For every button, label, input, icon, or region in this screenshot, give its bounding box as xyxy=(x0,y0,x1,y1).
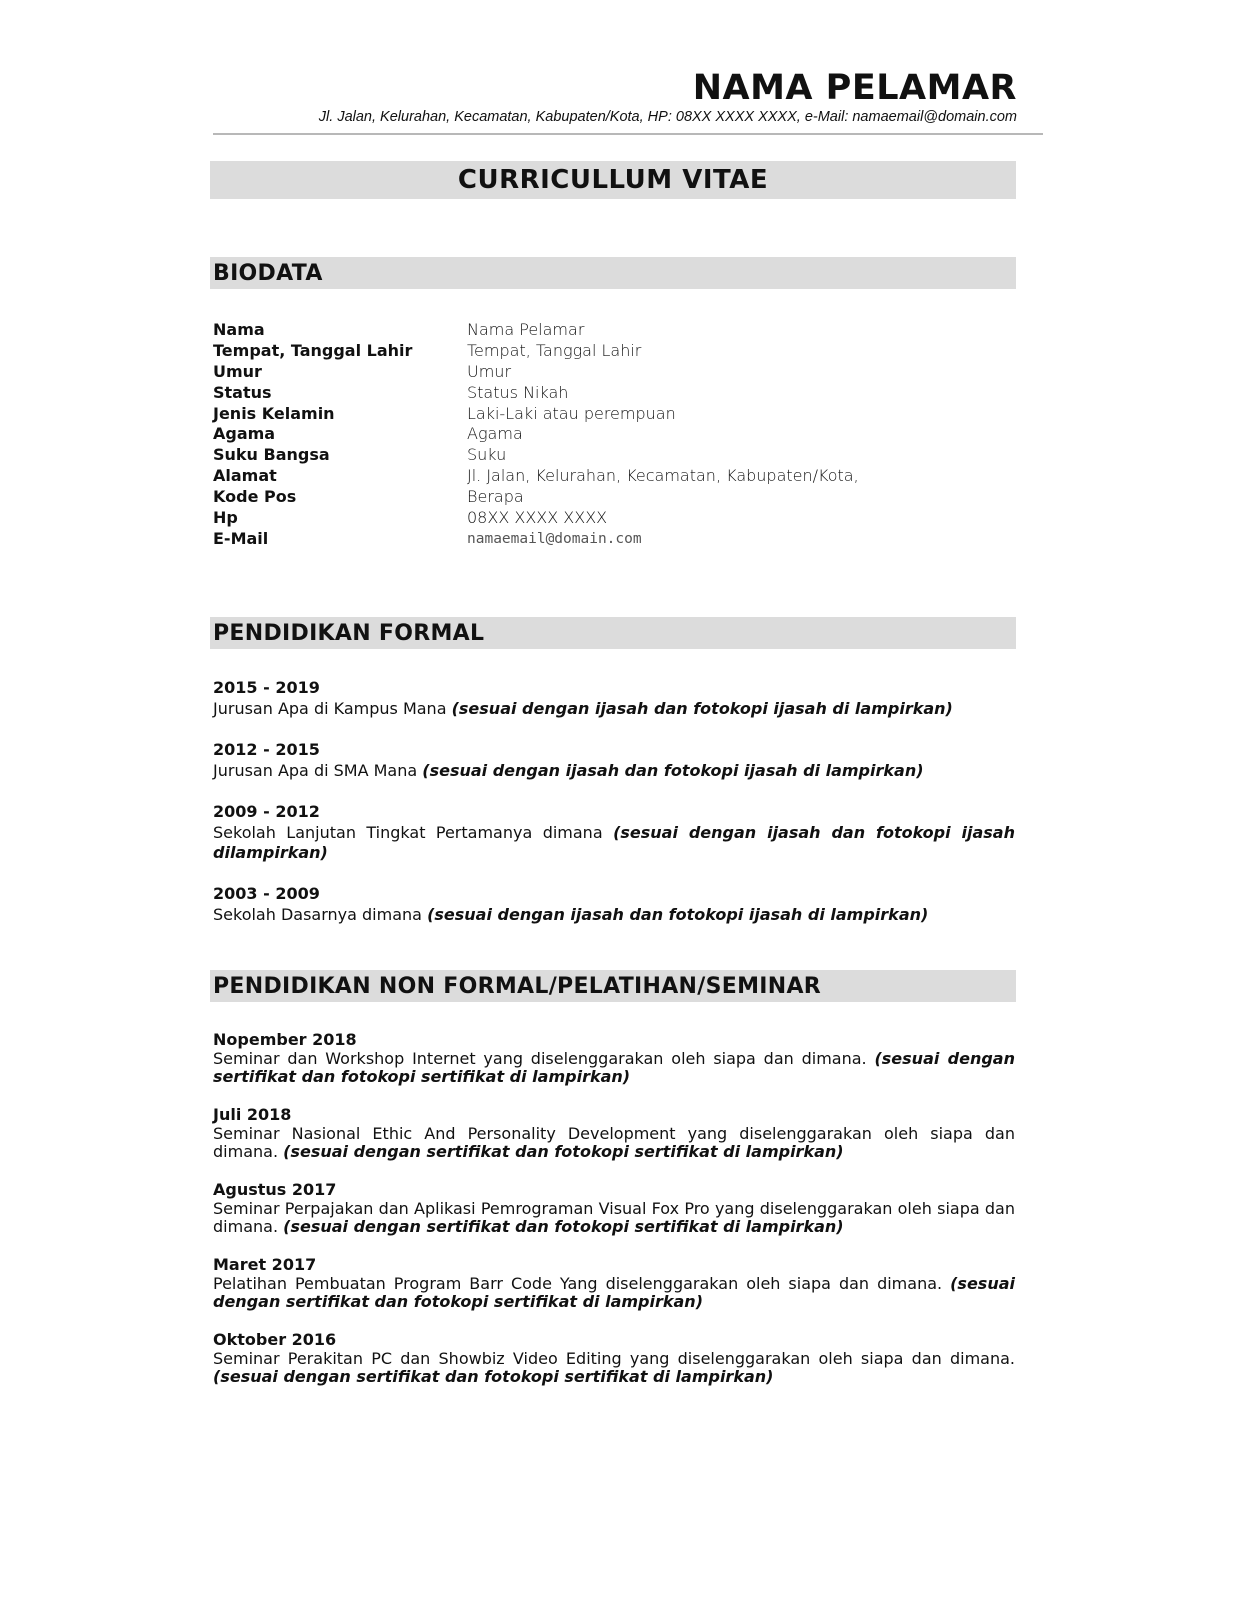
section-heading-biodata: BIODATA xyxy=(210,257,1016,289)
training-text: Pelatihan Pembuatan Program Barr Code Yang diselenggarakan oleh siapa dan dimana. xyxy=(213,1273,943,1293)
education-entry xyxy=(213,678,1015,719)
education-note: (sesuai dengan ijasah dan fotokopi ijasah dilampirkan) xyxy=(213,822,1015,862)
training-description xyxy=(213,1200,1015,1237)
training-entry xyxy=(213,1031,1015,1087)
education-text: Jurusan Apa di Kampus Mana xyxy=(213,698,447,718)
education-description xyxy=(213,905,1015,926)
training-description xyxy=(213,1350,1015,1387)
section-heading-formal-education: PENDIDIKAN FORMAL xyxy=(210,617,1016,649)
training-entry xyxy=(213,1331,1015,1387)
header-divider xyxy=(213,133,1043,135)
education-description xyxy=(213,823,1015,864)
education-entry xyxy=(213,884,1015,925)
training-date: Nopember 2018 xyxy=(213,1030,357,1049)
biodata-label: E-Mail xyxy=(213,528,269,548)
email-value: namaemail@domain.com xyxy=(467,530,642,547)
biodata-label: Hp xyxy=(213,508,238,528)
biodata-label: Tempat, Tanggal Lahir xyxy=(213,340,413,360)
biodata-value: Berapa xyxy=(467,487,524,507)
training-entry xyxy=(213,1106,1015,1162)
education-entry xyxy=(213,740,1015,781)
training-description xyxy=(213,1050,1015,1087)
training-text: Seminar Perakitan PC dan Showbiz Video Editing yang diselenggarakan oleh siapa dan dimana. xyxy=(213,1348,1015,1368)
training-text: Seminar Perpajakan dan Aplikasi Pemrograman Visual Fox Pro yang diselenggarakan oleh siapa dan dimana. xyxy=(213,1198,1015,1236)
training-entry xyxy=(213,1256,1015,1312)
training-note: (sesuai dengan sertifikat dan fotokopi sertifikat di lampirkan) xyxy=(213,1367,774,1386)
biodata-row xyxy=(213,320,1013,341)
education-note: (sesuai dengan ijasah dan fotokopi ijasah di lampirkan) xyxy=(427,904,929,924)
biodata-row xyxy=(213,445,1013,466)
biodata-value: Laki-Laki atau perempuan xyxy=(467,403,676,423)
biodata-value: Nama Pelamar xyxy=(467,320,585,339)
applicant-name: NAMA PELAMAR xyxy=(692,68,1017,108)
education-years: 2009 - 2012 xyxy=(213,802,320,821)
biodata-value: Agama xyxy=(467,424,523,444)
biodata-label: Alamat xyxy=(213,466,277,486)
biodata-value: Jl. Jalan, Kelurahan, Kecamatan, Kabupaten/Kota, xyxy=(467,466,859,486)
education-text: Jurusan Apa di SMA Mana xyxy=(213,760,418,780)
training-note: (sesuai dengan sertifikat dan fotokopi sertifikat di lampirkan) xyxy=(213,1048,1015,1086)
biodata-row xyxy=(213,466,1013,487)
training-text: Seminar dan Workshop Internet yang diselenggarakan oleh siapa dan dimana. xyxy=(213,1048,867,1068)
training-date: Juli 2018 xyxy=(213,1105,292,1124)
education-description xyxy=(213,699,1015,720)
biodata-label: Suku Bangsa xyxy=(213,445,330,465)
cv-header xyxy=(213,66,1043,135)
education-years: 2003 - 2009 xyxy=(213,884,320,903)
education-note: (sesuai dengan ijasah dan fotokopi ijasah di lampirkan) xyxy=(451,698,953,718)
biodata-row xyxy=(213,529,1013,550)
training-note: (sesuai dengan sertifikat dan fotokopi sertifikat di lampirkan) xyxy=(213,1273,1015,1311)
cv-title: CURRICULLUM VITAE xyxy=(210,161,1016,199)
training-description xyxy=(213,1275,1015,1312)
biodata-row xyxy=(213,383,1013,404)
training-date: Oktober 2016 xyxy=(213,1330,337,1349)
training-description xyxy=(213,1125,1015,1162)
biodata-row xyxy=(213,362,1013,383)
biodata-row xyxy=(213,508,1013,529)
biodata-label: Status xyxy=(213,382,272,402)
education-description xyxy=(213,761,1015,782)
biodata-row xyxy=(213,341,1013,362)
biodata-row xyxy=(213,404,1013,425)
education-text: Sekolah Lanjutan Tingkat Pertamanya dimana xyxy=(213,822,603,842)
training-date: Maret 2017 xyxy=(213,1255,317,1274)
training-note: (sesuai dengan sertifikat dan fotokopi sertifikat di lampirkan) xyxy=(283,1142,844,1161)
biodata-label: Nama xyxy=(213,320,265,339)
training-note: (sesuai dengan sertifikat dan fotokopi sertifikat di lampirkan) xyxy=(283,1217,844,1236)
education-years: 2015 - 2019 xyxy=(213,678,320,697)
training-date: Agustus 2017 xyxy=(213,1180,337,1199)
contact-line: Jl. Jalan, Kelurahan, Kecamatan, Kabupaten/Kota, HP: 08XX XXXX XXXX, e-Mail: namaemail@domain.com xyxy=(318,109,1017,125)
biodata-value: Umur xyxy=(467,361,512,381)
biodata-row xyxy=(213,487,1013,508)
biodata-label: Agama xyxy=(213,424,276,444)
training-entry xyxy=(213,1181,1015,1237)
biodata-value: 08XX XXXX XXXX xyxy=(467,508,608,528)
education-entry xyxy=(213,802,1015,864)
biodata-label: Umur xyxy=(213,361,262,381)
section-heading-nonformal-education: PENDIDIKAN NON FORMAL/PELATIHAN/SEMINAR xyxy=(210,970,1016,1002)
biodata-value: Status Nikah xyxy=(467,382,569,402)
biodata-value: Tempat, Tanggal Lahir xyxy=(467,340,642,360)
education-text: Sekolah Dasarnya dimana xyxy=(213,904,422,924)
biodata-row xyxy=(213,424,1013,445)
training-text: Seminar Nasional Ethic And Personality Development yang diselenggarakan oleh siapa dan dimana. xyxy=(213,1123,1015,1161)
biodata-label: Kode Pos xyxy=(213,487,297,507)
biodata-label: Jenis Kelamin xyxy=(213,403,335,423)
education-note: (sesuai dengan ijasah dan fotokopi ijasah di lampirkan) xyxy=(422,760,924,780)
biodata-table xyxy=(213,320,1013,550)
biodata-value: Suku xyxy=(467,445,507,465)
education-years: 2012 - 2015 xyxy=(213,740,320,759)
